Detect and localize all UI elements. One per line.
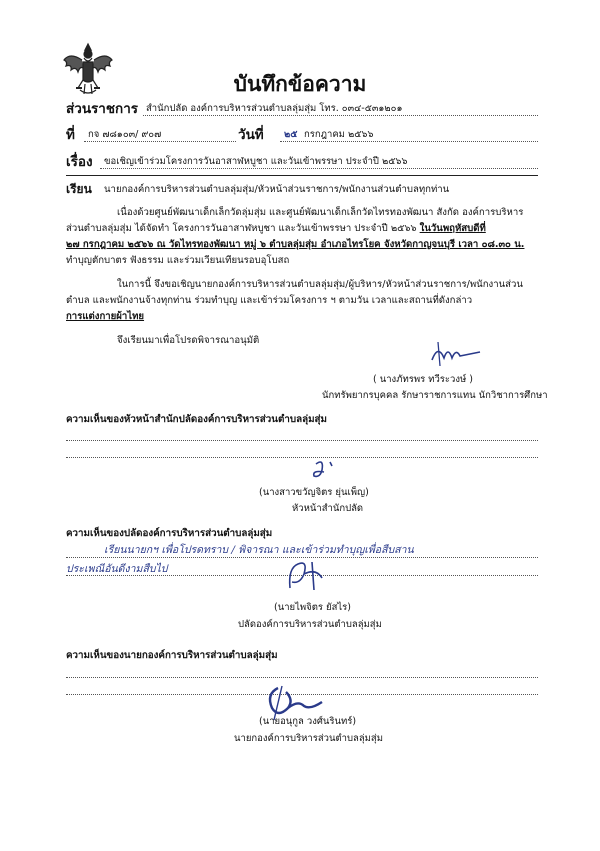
signer1-position: นักทรัพยากรบุคคล รักษาราชการแทน นักวิชาการศึกษา [322, 390, 548, 401]
opinion1-line2 [66, 457, 538, 458]
subject-label: เรื่อง [66, 154, 93, 170]
body-p1-line1: เนื่องด้วยศูนย์พัฒนาเด็กเล็กวัดลุ่มสุ่ม และศูนย์พัฒนาเด็กเล็กวัดไทรทองพัฒนา สังกัด องค์การบริหาร [117, 207, 524, 218]
opinion3-position: นายกองค์การบริหารส่วนตำบลลุ่มสุ่ม [234, 733, 383, 744]
ref-dotted-line [84, 141, 236, 142]
date-label: วันที่ [238, 127, 264, 143]
opinion2-position: ปลัดองค์การบริหารส่วนตำบลลุ่มสุ่ม [238, 619, 382, 630]
date-month-year: กรกฎาคม ๒๕๖๖ [304, 129, 374, 140]
body-p1-date-highlight: ในวันพฤหัสบดีที่ [419, 223, 486, 234]
opinion2-heading: ความเห็นของปลัดองค์การบริหารส่วนตำบลลุ่มสุ่ม [66, 528, 273, 539]
signer1-name: ( นางภัทรพร ทวีระวงษ์ ) [373, 374, 473, 385]
opinion1-position: หัวหน้าสำนักปลัด [292, 503, 364, 514]
subject-dotted-line [100, 168, 538, 169]
opinion3-heading: ความเห็นของนายกองค์การบริหารส่วนตำบลลุ่มสุ่ม [66, 650, 278, 661]
opinion3-name: (นายอนุกูล วงศ์นรินทร์) [259, 716, 357, 727]
signature-2 [310, 458, 340, 482]
date-day: ๒๕ [284, 129, 298, 140]
signature-1 [428, 338, 488, 368]
opinion2-name: (นายไพจิตร ยัสไร) [274, 602, 351, 613]
body-p2-line1: ในการนี้ จึงขอเชิญนายกองค์การบริหารส่วนตำบลลุ่มสุ่ม/ผู้บริหาร/หัวหน้าส่วนราชการ/พนักงานส่วน [117, 279, 523, 290]
body-p1-line2 [66, 221, 486, 238]
opinion1-heading: ความเห็นของหัวหน้าสำนักปลัดองค์การบริหารส่วนตำบลลุ่มสุ่ม [66, 414, 327, 425]
body-closing: จึงเรียนมาเพื่อโปรดพิจารณาอนุมัติ [117, 335, 260, 346]
salutation-value: นายกองค์การบริหารส่วนตำบลลุ่มสุ่ม/หัวหน้าส่วนราชการ/พนักงานส่วนตำบลทุกท่าน [104, 184, 450, 195]
ref-value: กจ ๗๘๑๐๓/ ๙๐๗ [88, 129, 162, 140]
date-dotted-line [280, 141, 538, 142]
body-p1-line2-text: ส่วนตำบลลุ่มสุ่ม ได้จัดทำ โครงการวันอาสาฬหบูชา และวันเข้าพรรษา ประจำปี ๒๕๖๖ [66, 223, 420, 234]
dept-label: ส่วนราชการ [66, 101, 139, 117]
opinion2-handwriting-2: ประเพณีอันดีงามสืบไป [66, 563, 168, 575]
opinion1-name: (นางสาวขวัญจิตร ยุ่นเพ็ญ) [259, 487, 369, 498]
body-p2-line2: ตำบล และพนักงานจ้างทุกท่าน ร่วมทำบุญ และเข้าร่วมโครงการ ฯ ตามวัน เวลาและสถานที่ดังกล่าว [66, 295, 473, 306]
dept-dotted-line [143, 115, 538, 116]
body-p2-dress-code: การแต่งกายผ้าไทย [66, 311, 145, 322]
header-divider [66, 175, 538, 176]
opinion1-line1 [66, 440, 538, 441]
body-p1-line4: ทำบุญตักบาตร ฟังธรรม และร่วมเวียนเทียนรอบอุโบสถ [66, 255, 290, 266]
opinion3-line1 [66, 677, 538, 678]
signature-3 [282, 558, 334, 594]
body-p1-line3: ๒๗ กรกฎาคม ๒๕๖๖ ณ วัดไทรทองพัฒนา หมู่ ๖ ตำบลลุ่มสุ่ม อำเภอไทรโยค จังหวัดกาญจนบุรี เวลา ๐๘.๓๐ น. [66, 239, 525, 250]
page-title: บันทึกข้อความ [233, 71, 367, 96]
salutation-label: เรียน [66, 182, 92, 196]
dept-value: สำนักปลัด องค์การบริหารส่วนตำบลลุ่มสุ่ม โทร. ๐๓๔-๕๓๑๒๐๑ [146, 103, 403, 114]
ref-label: ที่ [66, 127, 75, 143]
subject-value: ขอเชิญเข้าร่วมโครงการวันอาสาฬหบูชา และวันเข้าพรรษา ประจำปี ๒๕๖๖ [104, 156, 408, 167]
opinion2-handwriting-1: เรียนนายกฯ เพื่อโปรดทราบ / พิจารณา และเข้าร่วมทำบุญเพื่อสืบสาน [104, 544, 414, 556]
